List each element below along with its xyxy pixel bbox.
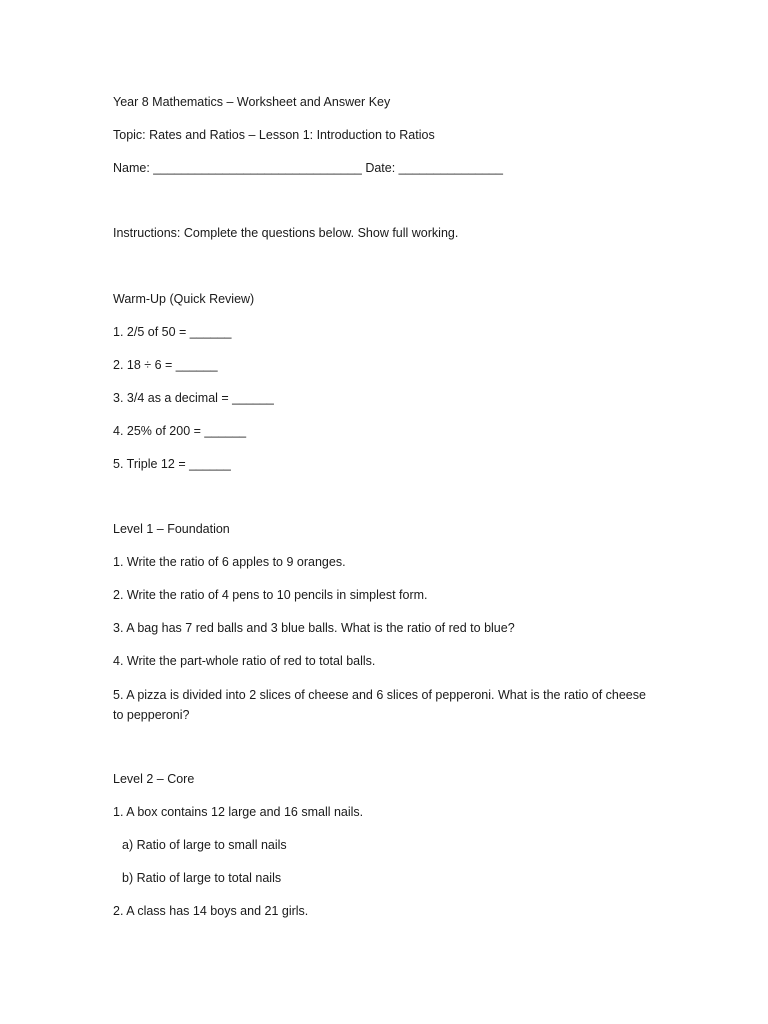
warmup-question: 2. 18 ÷ 6 = ______ — [113, 358, 218, 372]
warmup-question: 1. 2/5 of 50 = ______ — [113, 325, 232, 339]
level1-question: 5. A pizza is divided into 2 slices of cheese and 6 slices of pepperoni. What is the ratio of cheese to pepperoni? — [113, 688, 646, 722]
name-date-line: Name: ______________________________ Date: _______________ — [113, 161, 503, 175]
warmup-question: 5. Triple 12 = ______ — [113, 457, 231, 471]
instructions: Instructions: Complete the questions below. Show full working. — [113, 226, 459, 240]
worksheet-title: Year 8 Mathematics – Worksheet and Answer Key — [113, 95, 391, 109]
level1-heading: Level 1 – Foundation — [113, 522, 230, 536]
level2-question: 1. A box contains 12 large and 16 small nails. — [113, 805, 364, 819]
warmup-question: 3. 3/4 as a decimal = ______ — [113, 391, 274, 405]
topic-line: Topic: Rates and Ratios – Lesson 1: Introduction to Ratios — [113, 128, 435, 142]
level1-question: 2. Write the ratio of 4 pens to 10 pencils in simplest form. — [113, 588, 428, 602]
warmup-heading: Warm-Up (Quick Review) — [113, 292, 255, 306]
level2-subquestion: b) Ratio of large to total nails — [122, 871, 282, 885]
level1-question: 1. Write the ratio of 6 apples to 9 oranges. — [113, 555, 346, 569]
level1-question: 4. Write the part-whole ratio of red to total balls. — [113, 654, 376, 668]
level2-question: 2. A class has 14 boys and 21 girls. — [113, 904, 309, 918]
level1-question: 3. A bag has 7 red balls and 3 blue balls. What is the ratio of red to blue? — [113, 621, 515, 635]
level2-heading: Level 2 – Core — [113, 772, 195, 786]
warmup-question: 4. 25% of 200 = ______ — [113, 424, 247, 438]
level2-subquestion: a) Ratio of large to small nails — [122, 838, 287, 852]
